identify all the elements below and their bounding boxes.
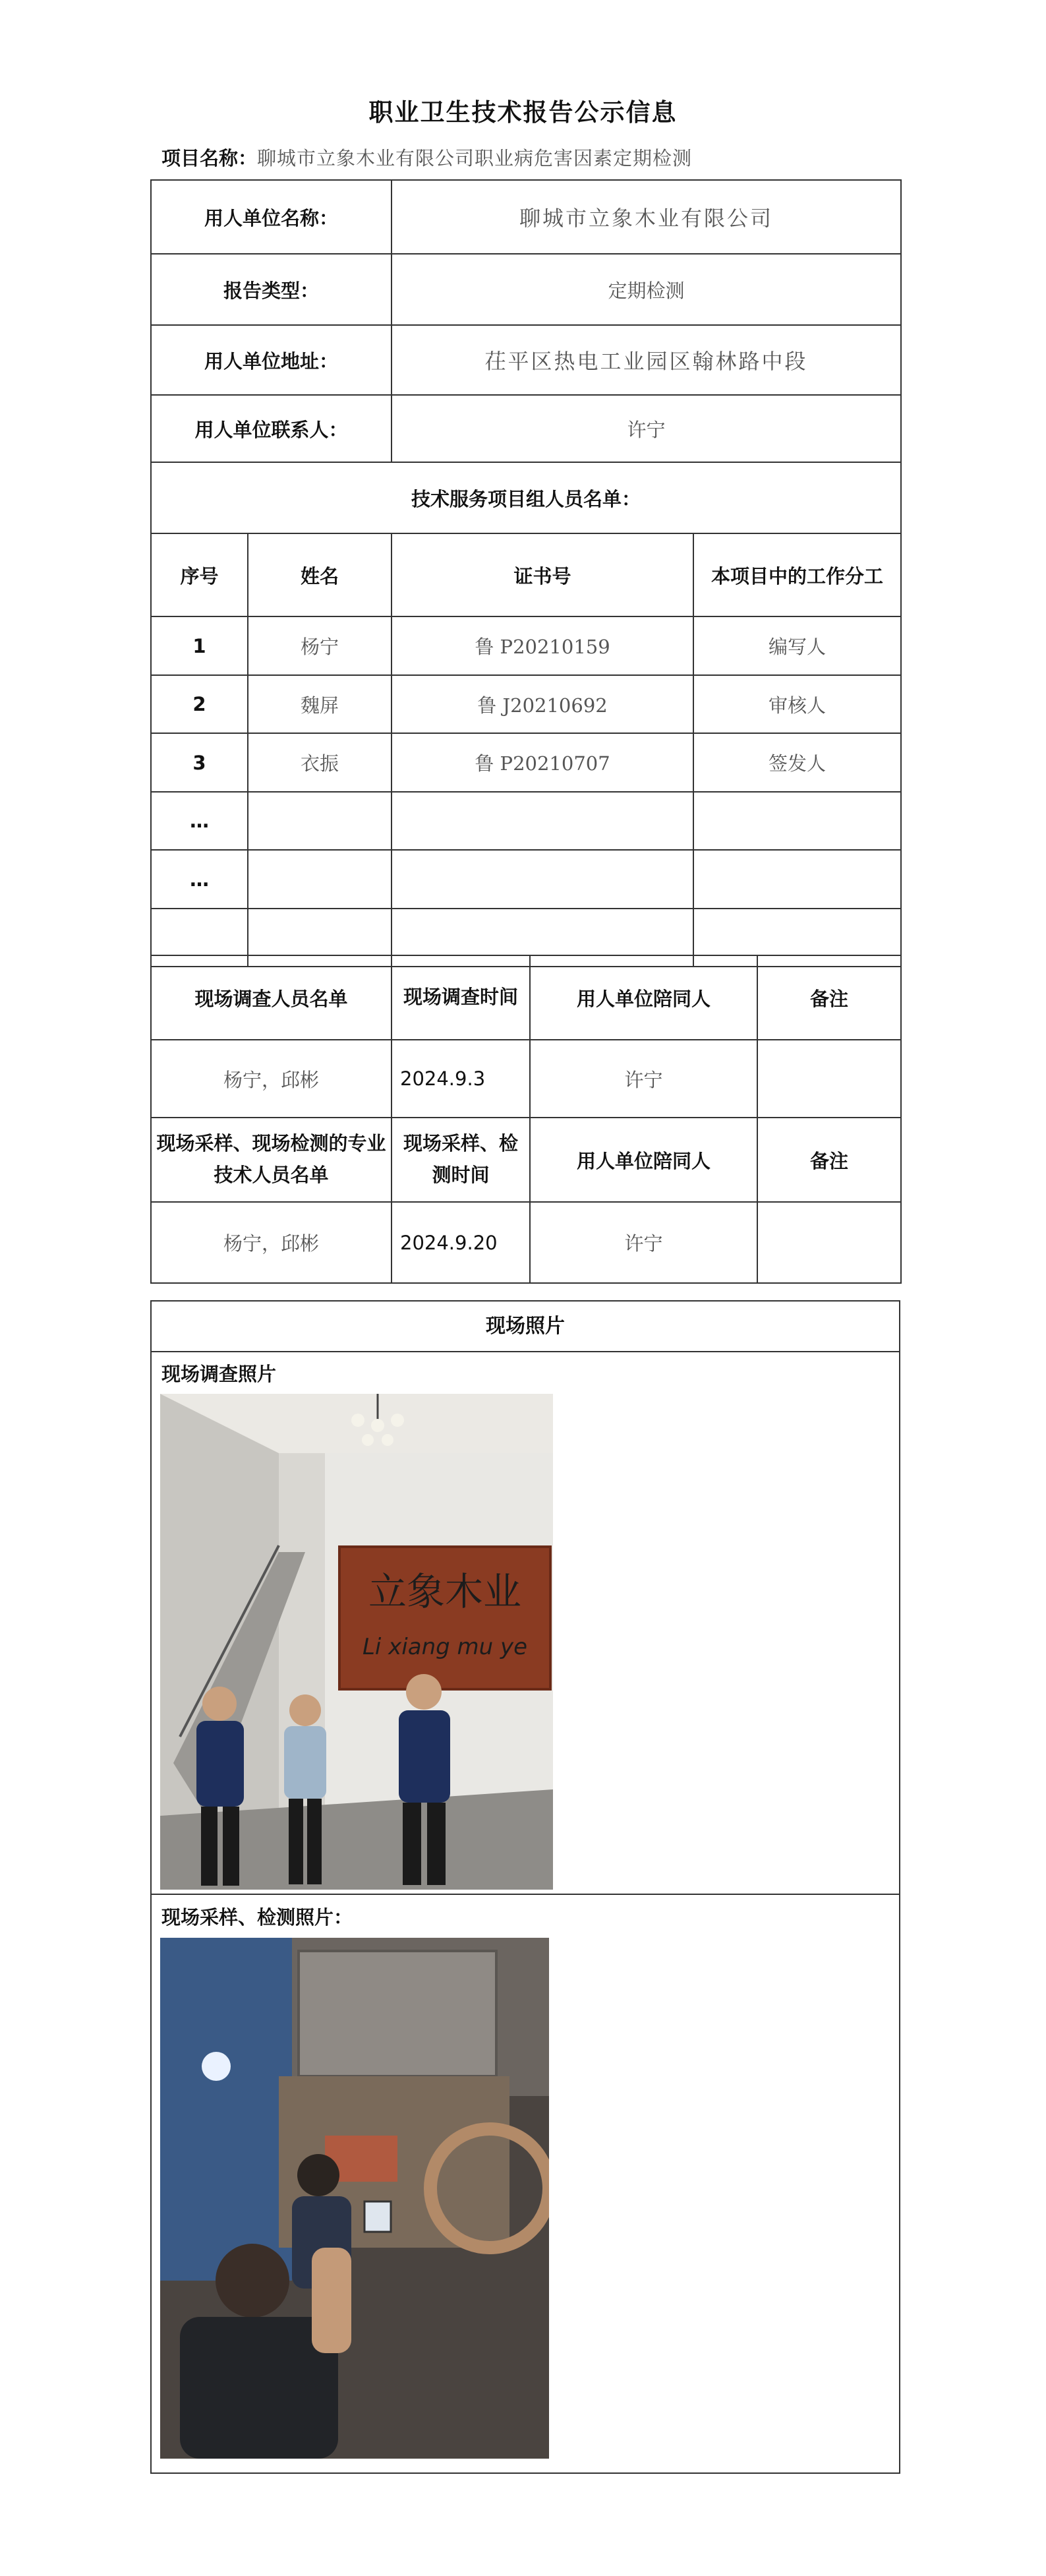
sampling-time: 2024.9.20 [392,1202,530,1283]
photos-section [150,1300,900,2474]
team-row-cert [392,792,693,850]
team-row [151,733,901,792]
team-row-role: 审核人 [693,675,901,733]
contact-row [151,395,901,462]
sampling-data-row [151,1202,901,1283]
sign-latin-text: Li xiang mu ye [362,1634,528,1660]
team-row-no: 1 [151,616,248,675]
team-row-no: 2 [151,675,248,733]
team-header-row [151,533,901,616]
survey-header-companion: 用人单位陪同人 [530,955,757,1040]
project-name-label: 项目名称： [161,147,258,169]
address-value: 茌平区热电工业园区翰林路中段 [392,325,901,395]
sampling-companion: 许宁 [530,1202,757,1283]
survey-header-staff: 现场调查人员名单 [151,955,392,1040]
sampling-header-companion: 用人单位陪同人 [530,1118,757,1202]
employer-value: 聊城市立象木业有限公司 [392,180,901,254]
team-row-no: … [151,850,248,909]
page-title: 职业卫生技术报告公示信息 [368,98,678,127]
blue-light-area [160,1938,292,2281]
sampling-photo-image [160,1938,549,2459]
survey-header-row [151,955,901,1040]
survey-time: 2024.9.3 [392,1040,530,1118]
contact-label: 用人单位联系人： [151,395,392,462]
address-row [151,325,901,395]
team-row-role: 签发人 [693,733,901,792]
team-row-no: 3 [151,733,248,792]
survey-photo-label: 现场调查照片 [161,1363,277,1385]
survey-companion: 许宁 [530,1040,757,1118]
team-row [151,616,901,675]
team-row-cert: 鲁 J20210692 [392,675,693,733]
info-table [150,179,902,967]
team-header-role: 本项目中的工作分工 [693,533,901,616]
team-header-name: 姓名 [248,533,392,616]
sampling-note [757,1202,901,1283]
sampling-photo [160,1938,549,2459]
report-type-value: 定期检测 [392,254,901,325]
sampling-header-time: 现场采样、检测时间 [392,1118,530,1202]
team-row-cert: 鲁 P20210159 [392,616,693,675]
survey-staff: 杨宁，邱彬 [151,1040,392,1118]
wood-sign [339,1547,550,1689]
address-label: 用人单位地址： [151,325,392,395]
team-row [151,792,901,850]
photos-divider [152,1894,899,1895]
team-row-name: 杨宁 [248,616,392,675]
team-row-role [693,850,901,909]
sampling-header-staff: 现场采样、现场检测的专业技术人员名单 [151,1118,392,1202]
survey-data-row [151,1040,901,1118]
survey-note [757,1040,901,1118]
sampling-photo-label: 现场采样、检测照片： [161,1906,353,1929]
sampling-header-note: 备注 [757,1118,901,1202]
survey-table [150,955,902,1284]
team-row-cert [392,850,693,909]
machine-hood [299,1951,496,2076]
team-row-role: 编写人 [693,616,901,675]
team-row-name: 衣振 [248,733,392,792]
team-row-role [693,792,901,850]
survey-photo [160,1394,553,1890]
team-row-cert: 鲁 P20210707 [392,733,693,792]
work-lamp [202,2052,231,2081]
team-header-no: 序号 [151,533,248,616]
sampling-staff: 杨宁，邱彬 [151,1202,392,1283]
team-row-no: … [151,792,248,850]
team-heading: 技术服务项目组人员名单： [151,462,901,533]
team-row-name [248,792,392,850]
team-row-name: 魏屏 [248,675,392,733]
survey-photo-image [160,1394,553,1890]
report-type-row [151,254,901,325]
team-row-name [248,850,392,909]
survey-header-note: 备注 [757,955,901,1040]
team-header-cert: 证书号 [392,533,693,616]
sampling-header-row [151,1118,901,1202]
employer-row [151,180,901,254]
employer-label: 用人单位名称： [151,180,392,254]
detector-device [364,2202,391,2232]
team-row [151,850,901,909]
project-name-value: 聊城市立象木业有限公司职业病危害因素定期检测 [257,147,693,169]
team-heading-row [151,462,901,533]
survey-header-time: 现场调查时间 [392,955,530,1040]
report-type-label: 报告类型： [151,254,392,325]
project-name-line [161,144,692,171]
photos-heading: 现场照片 [152,1302,899,1352]
sign-characters: 立象木业 [368,1569,522,1614]
team-row [151,675,901,733]
contact-value: 许宁 [392,395,901,462]
